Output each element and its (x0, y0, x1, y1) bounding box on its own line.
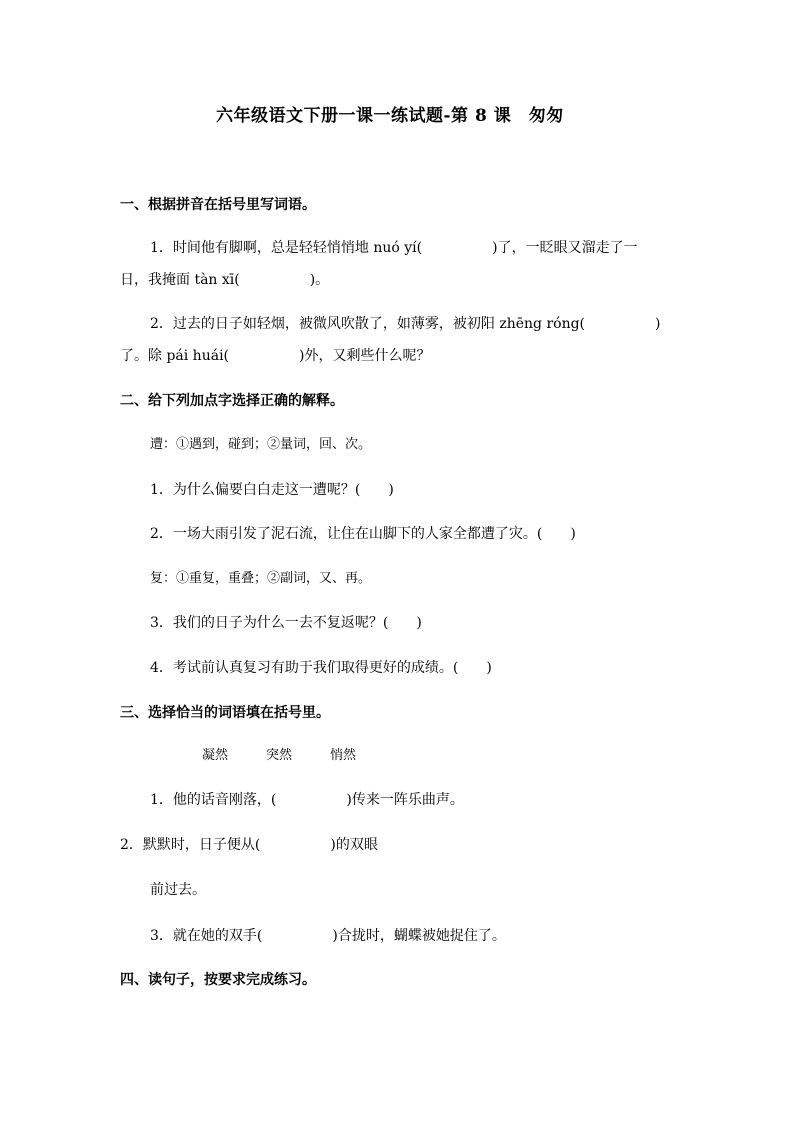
s3-question-3: 3．就在她的双手( )合拢时，蝴蝶被她捉住了。 (150, 928, 506, 944)
s2-question-2: 2．一场大雨引发了泥石流，让住在山脚下的人家全都遭了灾。( ) (150, 526, 576, 542)
section-1-heading: 一、根据拼音在括号里写词语。 (120, 197, 316, 213)
s3-question-2-line-1: 2．默默时，日子便从( )的双眼 (120, 837, 378, 853)
s1-question-1-line-2: 日，我掩面 tàn xī( )。 (120, 272, 330, 288)
page-title: 六年级语文下册一课一练试题-第 8 课 匆匆 (216, 106, 564, 126)
s2-definition-1: 遭：①遇到，碰到；②量词，回、次。 (150, 437, 372, 452)
s3-question-2-line-2: 前过去。 (150, 882, 206, 898)
section-4-heading: 四、读句子，按要求完成练习。 (120, 972, 316, 988)
word-choice-3: 悄然 (330, 748, 357, 763)
s1-question-2-line-2: 了。除 pái huái( )外，又剩些什么呢？ (120, 348, 431, 364)
word-choice-1: 凝然 (202, 748, 229, 763)
section-2-heading: 二、给下列加点字选择正确的解释。 (120, 393, 344, 409)
s2-question-1: 1．为什么偏要白白走这一遭呢？( ) (150, 482, 394, 498)
s1-question-2-line-1: 2．过去的日子如轻烟，被微风吹散了，如薄雾，被初阳 zhēng róng( ) (150, 316, 661, 332)
s1-question-1-line-1: 1．时间他有脚啊，总是轻轻悄悄地 nuó yí( )了，一眨眼又溜走了一 (150, 240, 638, 256)
section-3-heading: 三、选择恰当的词语填在括号里。 (120, 705, 330, 721)
word-choice-2: 突然 (266, 748, 293, 763)
s3-question-1: 1．他的话音刚落，( )传来一阵乐曲声。 (150, 792, 464, 808)
s2-question-3: 3．我们的日子为什么一去不复返呢？( ) (150, 615, 422, 631)
s2-definition-2: 复：①重复，重叠；②副词，又、再。 (150, 571, 372, 586)
s2-question-4: 4．考试前认真复习有助于我们取得更好的成绩。( ) (150, 660, 492, 676)
